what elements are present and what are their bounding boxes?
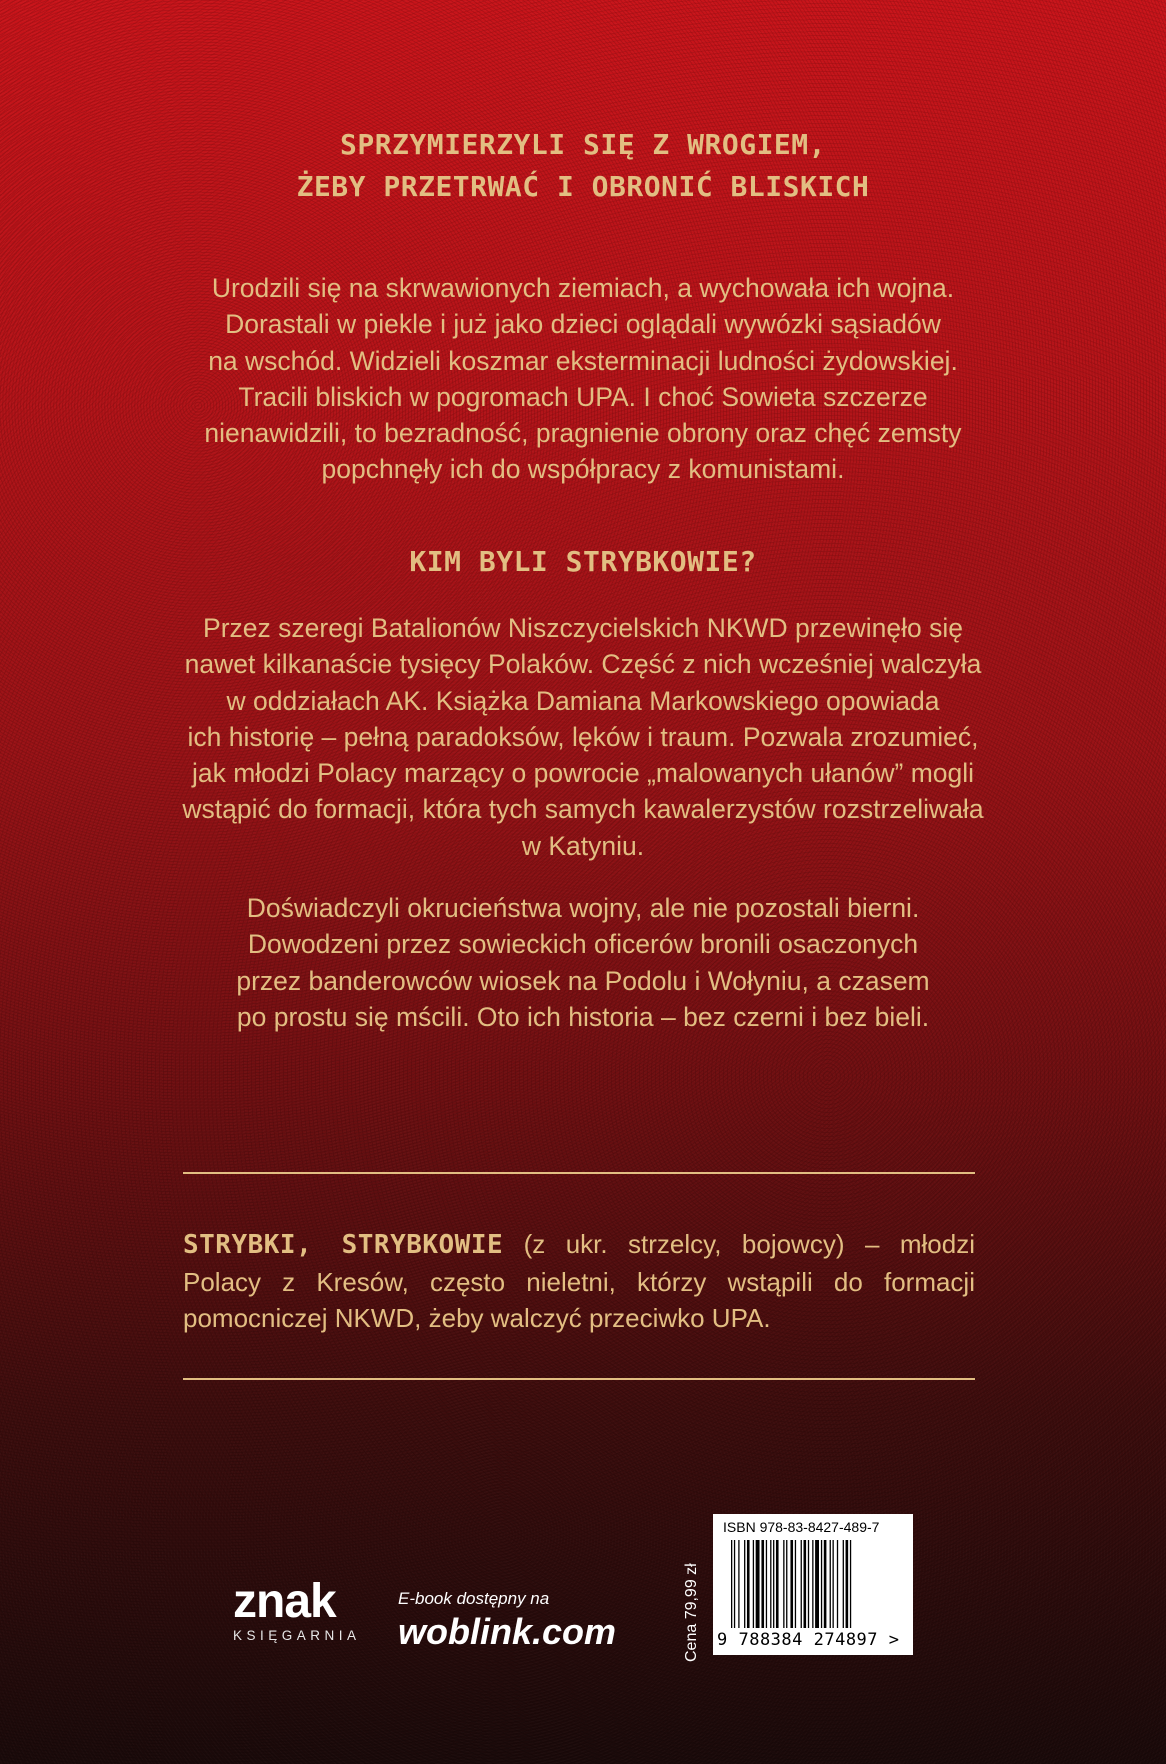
publisher-logo xyxy=(233,1575,361,1646)
definition-term: STRYBKI, STRYBKOWIE xyxy=(183,1230,504,1260)
ebook-label: E-book dostępny na xyxy=(398,1589,550,1608)
woblink-logo: woblink.com xyxy=(398,1611,617,1652)
publisher-sub: KSIĘGARNIA xyxy=(233,1628,361,1643)
question-heading: KIM BYLI STRYBKOWIE? xyxy=(409,545,757,578)
price-label: Cena 79,99 zł xyxy=(683,1563,700,1662)
body-paragraph-2 xyxy=(100,890,1066,1035)
body1-line: w oddziałach AK. Książka Damiana Markowskiego opowiada xyxy=(226,685,940,716)
body2-line: Dowodzeni przez sowieckich oficerów bronili osaczonych xyxy=(247,929,919,960)
isbn-digits: 9 788384 274897 > xyxy=(717,1630,900,1650)
intro-line: Tracili bliskich w pogromach UPA. I choć Sowieta szczerze xyxy=(238,381,928,412)
body1-line: Przez szeregi Batalionów Niszczycielskich NKWD przewinęło się xyxy=(203,613,963,643)
intro-paragraph xyxy=(100,270,1066,488)
intro-line: Dorastali w piekle i już jako dzieci oglądali wywózki sąsiadów xyxy=(225,309,941,340)
barcode xyxy=(713,1514,913,1655)
intro-line: nienawidzili, to bezradność, pragnienie obrony oraz chęć zemsty xyxy=(204,418,962,449)
headline-line-1: SPRZYMIERZYLI SIĘ Z WROGIEM, xyxy=(339,128,826,161)
publisher-name: znak xyxy=(233,1575,336,1628)
intro-line: Urodzili się na skrwawionych ziemiach, a wychowała ich wojna. xyxy=(211,273,955,303)
definition-gloss: (z ukr. strzelcy, bojowcy) – młodzi xyxy=(503,1229,975,1259)
body1-line: nawet kilkanaście tysięcy Polaków. Część z nich wcześniej walczyła xyxy=(184,649,982,680)
headline-line-2: ŻEBY PRZETRWAĆ I OBRONIĆ BLISKICH xyxy=(296,170,870,203)
definition-box xyxy=(183,1226,975,1337)
definition-line-1 xyxy=(183,1226,975,1264)
body2-line: Doświadczyli okrucieństwa wojny, ale nie pozostali bierni. xyxy=(246,893,920,923)
divider-top xyxy=(183,1172,975,1174)
intro-line: na wschód. Widzieli koszmar eksterminacji ludności żydowskiej. xyxy=(208,345,958,376)
divider-bottom xyxy=(183,1378,975,1380)
body1-line: jak młodzi Polacy marzący o powrocie „malowanych ułanów” mogli xyxy=(191,758,975,789)
body1-line: wstąpić do formacji, która tych samych kawalerzystów rozstrzeliwała xyxy=(182,794,984,825)
intro-line: popchnęły ich do współpracy z komunistami. xyxy=(321,454,845,485)
body-paragraph-1 xyxy=(100,610,1066,864)
body1-line: w Katyniu. xyxy=(521,830,645,861)
body1-line: ich historię – pełną paradoksów, lęków i traum. Pozwala zrozumieć, xyxy=(187,721,979,752)
ebook-promo xyxy=(398,1588,616,1652)
isbn-label: ISBN 978-83-8427-489-7 xyxy=(723,1519,880,1535)
definition-line-2: Polacy z Kresów, często nieletni, którzy wstąpili do formacji xyxy=(183,1266,975,1297)
barcode-bars xyxy=(731,1540,901,1628)
headline xyxy=(0,124,1166,208)
body2-line: po prostu się mścili. Oto ich historia – bez czerni i bez bieli. xyxy=(236,1001,930,1032)
definition-line-3: pomocniczej NKWD, żeby walczyć przeciwko UPA. xyxy=(183,1303,771,1333)
body2-line: przez banderowców wiosek na Podolu i Wołyniu, a czasem xyxy=(236,965,930,996)
